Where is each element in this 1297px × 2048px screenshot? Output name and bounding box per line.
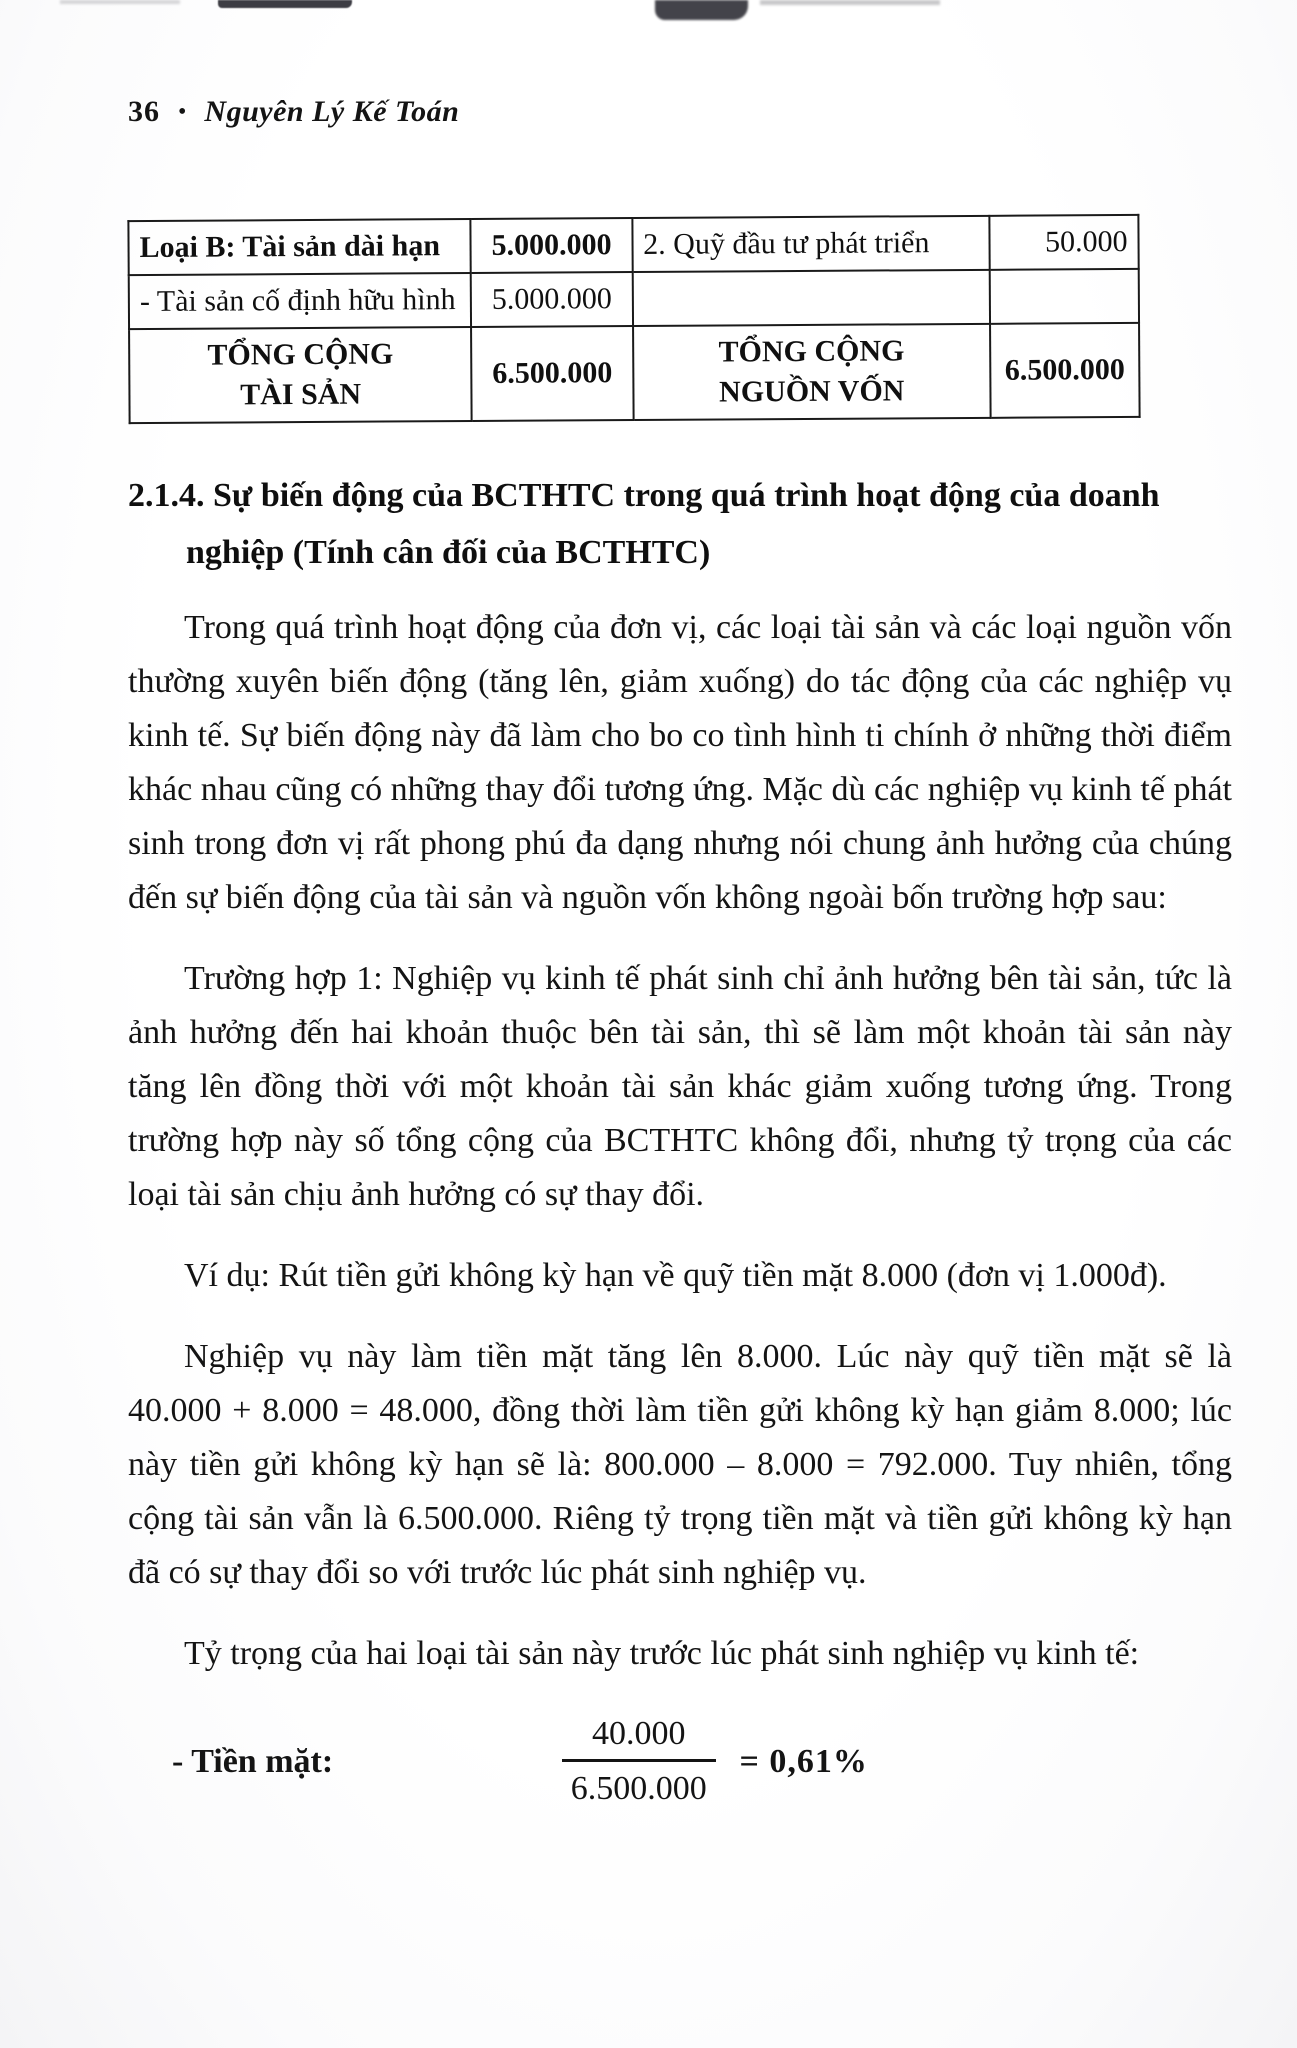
table-row: [129, 323, 1140, 423]
paragraph-1: Trong quá trình hoạt động của đơn vị, các loại tài sản và các loại nguồn vốn thường xuyên biến động (tăng lên, giảm xuống) do tác động của các nghiệp vụ kinh tế. Sự biến động này đã làm cho bo co tình hình ti chính ở những thời điểm khác nhau cũng có những thay đổi tương ứng. Mặc dù các nghiệp vụ kinh tế phát sinh trong đơn vị rất phong phú đa dạng nhưng nói chung ảnh hưởng của chúng đến sự biến động của tài sản và nguồn vốn không ngoài bốn trường hợp sau:: [128, 609, 1232, 916]
table-cell: [632, 270, 990, 326]
table-cell: Loại B: Tài sản dài hạn: [128, 219, 471, 275]
table-cell: TỔNG CỘNG NGUỒN VỐN: [633, 324, 991, 420]
fraction: [562, 1715, 716, 1808]
table-cell: [990, 269, 1139, 324]
paragraph-3: Ví dụ: Rút tiền gửi không kỳ hạn về quỹ tiền mặt 8.000 (đơn vị 1.000đ).: [184, 1257, 1167, 1294]
table-cell: 6.500.000: [990, 323, 1140, 418]
formula-result: = 0,61%: [739, 1742, 868, 1780]
paragraph-5: Tỷ trọng của hai loại tài sản này trước lúc phát sinh nghiệp vụ kinh tế:: [184, 1635, 1140, 1672]
table-cell: 5.000.000: [471, 272, 633, 327]
table-row: [128, 215, 1138, 275]
section-heading: 2.1.4. Sự biến động của BCTHTC trong quá trình hoạt động của doanh nghiệp (Tính cân đối của BCTHTC): [128, 477, 1160, 571]
table-cell: - Tài sản cố định hữu hình: [129, 273, 472, 329]
fraction-numerator: 40.000: [562, 1715, 716, 1762]
table-cell: 6.500.000: [471, 326, 633, 421]
paragraph-2: Trường hợp 1: Nghiệp vụ kinh tế phát sinh chỉ ảnh hưởng bên tài sản, tức là ảnh hưởng đến hai khoản thuộc bên tài sản, thì sẽ làm một khoản tài sản này tăng lên đồng thời với một khoản tài sản khác giảm xuống tương ứng. Trong trường hợp này số tổng cộng của BCTHTC không đổi, nhưng tỷ trọng của các loại tài sản chịu ảnh hưởng có sự thay đổi.: [128, 960, 1232, 1213]
table-cell: TỔNG CỘNG TÀI SẢN: [129, 327, 472, 423]
table-row: [129, 269, 1139, 329]
fraction-denominator: 6.500.000: [570, 1770, 707, 1807]
paragraph-4: Nghiệp vụ này làm tiền mặt tăng lên 8.000. Lúc này quỹ tiền mặt sẽ là 40.000 + 8.000 = 48.000, đồng thời làm tiền gửi không kỳ hạn giảm 8.000; lúc này tiền gửi không kỳ hạn sẽ là: 800.000 – 8.000 = 792.000. Tuy nhiên, tổng cộng tài sản vẫn là 6.500.000. Riêng tỷ trọng tiền mặt và tiền gửi không kỳ hạn đã có sự thay đổi so với trước lúc phát sinh nghiệp vụ.: [128, 1338, 1232, 1591]
bullet-separator: •: [178, 99, 187, 125]
table-cell: 5.000.000: [471, 218, 633, 273]
balance-sheet-table: [127, 214, 1140, 424]
formula-label: - Tiền mặt:: [172, 1742, 334, 1780]
page-number: 36: [128, 95, 160, 128]
cash-ratio-formula: [128, 1715, 1232, 1808]
table-cell: 50.000: [989, 215, 1138, 270]
running-head: [128, 95, 1232, 129]
table-cell: 2. Quỹ đầu tư phát triển: [632, 216, 990, 272]
book-title: Nguyên Lý Kế Toán: [204, 95, 460, 128]
